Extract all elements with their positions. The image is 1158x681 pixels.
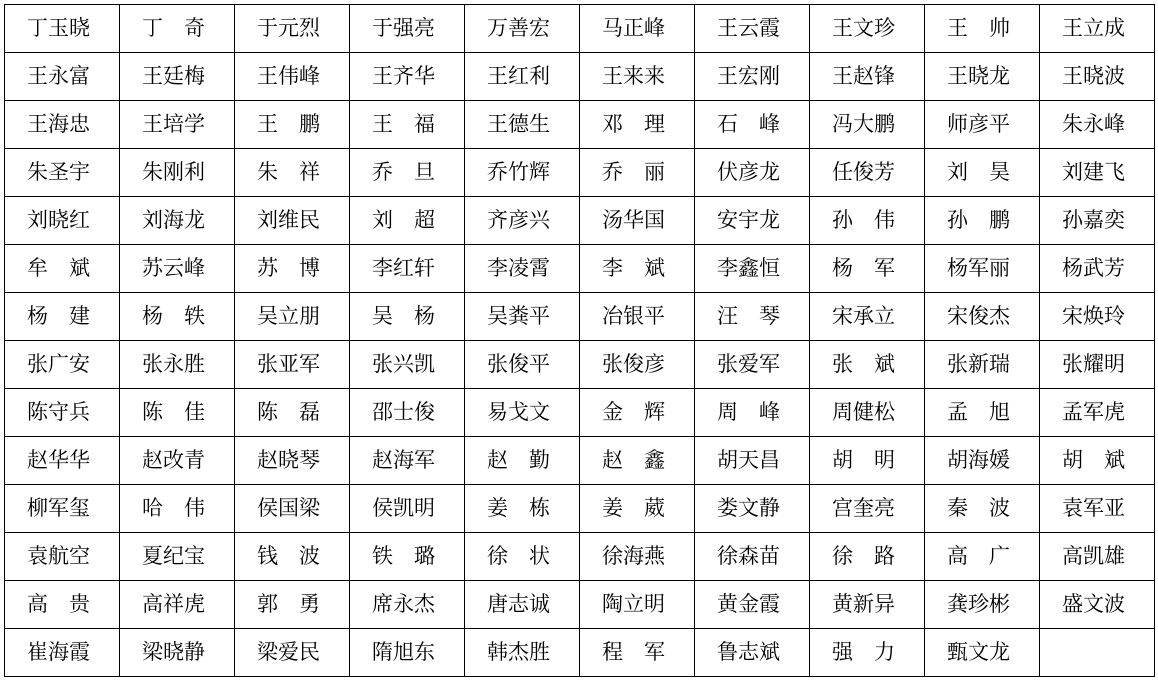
name-cell: 周健松 — [810, 389, 925, 437]
table-row — [5, 437, 1155, 485]
name-cell: 徐海燕 — [580, 533, 695, 581]
name-cell: 孙 伟 — [810, 197, 925, 245]
name-cell: 师彦平 — [925, 101, 1040, 149]
name-cell: 王立成 — [1040, 5, 1155, 53]
name-cell: 梁晓静 — [120, 629, 235, 677]
table-row — [5, 533, 1155, 581]
table-row — [5, 485, 1155, 533]
name-cell: 宋承立 — [810, 293, 925, 341]
name-cell: 高 广 — [925, 533, 1040, 581]
table-row — [5, 149, 1155, 197]
name-cell: 黄金霞 — [695, 581, 810, 629]
name-cell: 于强亮 — [350, 5, 465, 53]
name-cell: 齐彦兴 — [465, 197, 580, 245]
name-cell: 王 帅 — [925, 5, 1040, 53]
name-cell: 哈 伟 — [120, 485, 235, 533]
name-cell: 黄新异 — [810, 581, 925, 629]
name-cell: 孙嘉奕 — [1040, 197, 1155, 245]
name-cell: 胡天昌 — [695, 437, 810, 485]
name-cell: 伏彦龙 — [695, 149, 810, 197]
name-cell: 刘建飞 — [1040, 149, 1155, 197]
name-cell: 王永富 — [5, 53, 120, 101]
name-cell: 袁军亚 — [1040, 485, 1155, 533]
name-cell: 张新瑞 — [925, 341, 1040, 389]
name-cell: 孟 旭 — [925, 389, 1040, 437]
name-cell: 铁 璐 — [350, 533, 465, 581]
name-cell: 任俊芳 — [810, 149, 925, 197]
name-cell: 徐 路 — [810, 533, 925, 581]
name-cell: 朱圣宇 — [5, 149, 120, 197]
name-cell: 吴立朋 — [235, 293, 350, 341]
name-cell: 李凌霄 — [465, 245, 580, 293]
name-cell: 赵华华 — [5, 437, 120, 485]
name-cell: 王伟峰 — [235, 53, 350, 101]
table-row — [5, 581, 1155, 629]
name-cell: 袁航空 — [5, 533, 120, 581]
name-cell: 宋俊杰 — [925, 293, 1040, 341]
name-cell: 丁 奇 — [120, 5, 235, 53]
name-cell: 杨 建 — [5, 293, 120, 341]
name-cell: 王 鹏 — [235, 101, 350, 149]
name-cell: 程 军 — [580, 629, 695, 677]
name-cell: 刘晓红 — [5, 197, 120, 245]
name-cell: 石 峰 — [695, 101, 810, 149]
table-row — [5, 245, 1155, 293]
name-cell: 赵改青 — [120, 437, 235, 485]
name-cell: 崔海霞 — [5, 629, 120, 677]
name-cell: 王文珍 — [810, 5, 925, 53]
name-cell: 陈 佳 — [120, 389, 235, 437]
table-row — [5, 197, 1155, 245]
name-cell: 李 斌 — [580, 245, 695, 293]
name-cell: 侯凯明 — [350, 485, 465, 533]
table-row — [5, 293, 1155, 341]
name-cell: 龚珍彬 — [925, 581, 1040, 629]
name-cell: 杨 军 — [810, 245, 925, 293]
name-cell: 朱永峰 — [1040, 101, 1155, 149]
name-cell: 孟军虎 — [1040, 389, 1155, 437]
name-cell: 陈 磊 — [235, 389, 350, 437]
name-cell: 杨武芳 — [1040, 245, 1155, 293]
name-cell: 张亚军 — [235, 341, 350, 389]
name-cell: 万善宏 — [465, 5, 580, 53]
name-cell: 杨军丽 — [925, 245, 1040, 293]
name-cell: 王云霞 — [695, 5, 810, 53]
name-cell: 姜 栋 — [465, 485, 580, 533]
name-cell: 刘海龙 — [120, 197, 235, 245]
name-cell: 丁玉晓 — [5, 5, 120, 53]
name-cell: 赵晓琴 — [235, 437, 350, 485]
name-cell: 王宏刚 — [695, 53, 810, 101]
name-cell: 席永杰 — [350, 581, 465, 629]
name-cell: 王培学 — [120, 101, 235, 149]
name-cell: 孙 鹏 — [925, 197, 1040, 245]
name-cell: 杨 轶 — [120, 293, 235, 341]
name-cell: 梁爱民 — [235, 629, 350, 677]
empty-cell — [1040, 629, 1155, 677]
name-cell: 吴 杨 — [350, 293, 465, 341]
name-cell: 鲁志斌 — [695, 629, 810, 677]
name-cell: 朱刚利 — [120, 149, 235, 197]
name-cell: 王廷梅 — [120, 53, 235, 101]
name-cell: 张兴凯 — [350, 341, 465, 389]
name-cell: 王红利 — [465, 53, 580, 101]
name-cell: 秦 波 — [925, 485, 1040, 533]
name-cell: 张俊平 — [465, 341, 580, 389]
name-cell: 金 辉 — [580, 389, 695, 437]
name-cell: 高祥虎 — [120, 581, 235, 629]
name-cell: 乔 丽 — [580, 149, 695, 197]
name-cell: 牟 斌 — [5, 245, 120, 293]
name-cell: 汪 琴 — [695, 293, 810, 341]
name-cell: 宋焕玲 — [1040, 293, 1155, 341]
table-row — [5, 101, 1155, 149]
name-cell: 张爱军 — [695, 341, 810, 389]
name-cell: 钱 波 — [235, 533, 350, 581]
name-roster-table — [4, 4, 1155, 677]
name-cell: 张永胜 — [120, 341, 235, 389]
name-cell: 隋旭东 — [350, 629, 465, 677]
name-cell: 张俊彦 — [580, 341, 695, 389]
name-cell: 高凯雄 — [1040, 533, 1155, 581]
name-cell: 苏 博 — [235, 245, 350, 293]
name-cell: 乔 旦 — [350, 149, 465, 197]
name-cell: 王齐华 — [350, 53, 465, 101]
name-cell: 高 贵 — [5, 581, 120, 629]
name-cell: 汤华国 — [580, 197, 695, 245]
name-cell: 刘 昊 — [925, 149, 1040, 197]
name-cell: 陶立明 — [580, 581, 695, 629]
name-cell: 王海忠 — [5, 101, 120, 149]
name-cell: 赵 勤 — [465, 437, 580, 485]
name-cell: 周 峰 — [695, 389, 810, 437]
name-cell: 宫奎亮 — [810, 485, 925, 533]
table-row — [5, 53, 1155, 101]
name-cell: 强 力 — [810, 629, 925, 677]
name-cell: 张广安 — [5, 341, 120, 389]
name-cell: 易戈文 — [465, 389, 580, 437]
name-cell: 王来来 — [580, 53, 695, 101]
name-cell: 陈守兵 — [5, 389, 120, 437]
name-cell: 柳军玺 — [5, 485, 120, 533]
name-cell: 于元烈 — [235, 5, 350, 53]
name-cell: 乔竹辉 — [465, 149, 580, 197]
table-row — [5, 629, 1155, 677]
table-row — [5, 389, 1155, 437]
table-row — [5, 341, 1155, 389]
name-cell: 冶银平 — [580, 293, 695, 341]
name-cell: 王德生 — [465, 101, 580, 149]
name-cell: 张耀明 — [1040, 341, 1155, 389]
name-roster-body — [5, 5, 1155, 677]
name-cell: 唐志诚 — [465, 581, 580, 629]
name-cell: 朱 祥 — [235, 149, 350, 197]
name-cell: 韩杰胜 — [465, 629, 580, 677]
name-cell: 王赵锋 — [810, 53, 925, 101]
name-cell: 马正峰 — [580, 5, 695, 53]
name-cell: 侯国梁 — [235, 485, 350, 533]
name-cell: 冯大鹏 — [810, 101, 925, 149]
name-cell: 李红轩 — [350, 245, 465, 293]
table-row — [5, 5, 1155, 53]
name-cell: 安宇龙 — [695, 197, 810, 245]
name-cell: 徐森苗 — [695, 533, 810, 581]
name-cell: 张 斌 — [810, 341, 925, 389]
name-cell: 刘维民 — [235, 197, 350, 245]
name-cell: 邵士俊 — [350, 389, 465, 437]
name-cell: 李鑫恒 — [695, 245, 810, 293]
name-cell: 刘 超 — [350, 197, 465, 245]
name-cell: 苏云峰 — [120, 245, 235, 293]
name-cell: 胡 明 — [810, 437, 925, 485]
name-cell: 王晓波 — [1040, 53, 1155, 101]
name-cell: 赵海军 — [350, 437, 465, 485]
name-cell: 甄文龙 — [925, 629, 1040, 677]
name-cell: 盛文波 — [1040, 581, 1155, 629]
name-cell: 赵 鑫 — [580, 437, 695, 485]
name-cell: 吴粪平 — [465, 293, 580, 341]
name-cell: 郭 勇 — [235, 581, 350, 629]
name-cell: 胡 斌 — [1040, 437, 1155, 485]
name-cell: 胡海媛 — [925, 437, 1040, 485]
name-cell: 姜 葳 — [580, 485, 695, 533]
name-cell: 夏纪宝 — [120, 533, 235, 581]
name-cell: 娄文静 — [695, 485, 810, 533]
name-cell: 邓 理 — [580, 101, 695, 149]
name-cell: 王晓龙 — [925, 53, 1040, 101]
name-cell: 徐 状 — [465, 533, 580, 581]
name-cell: 王 福 — [350, 101, 465, 149]
